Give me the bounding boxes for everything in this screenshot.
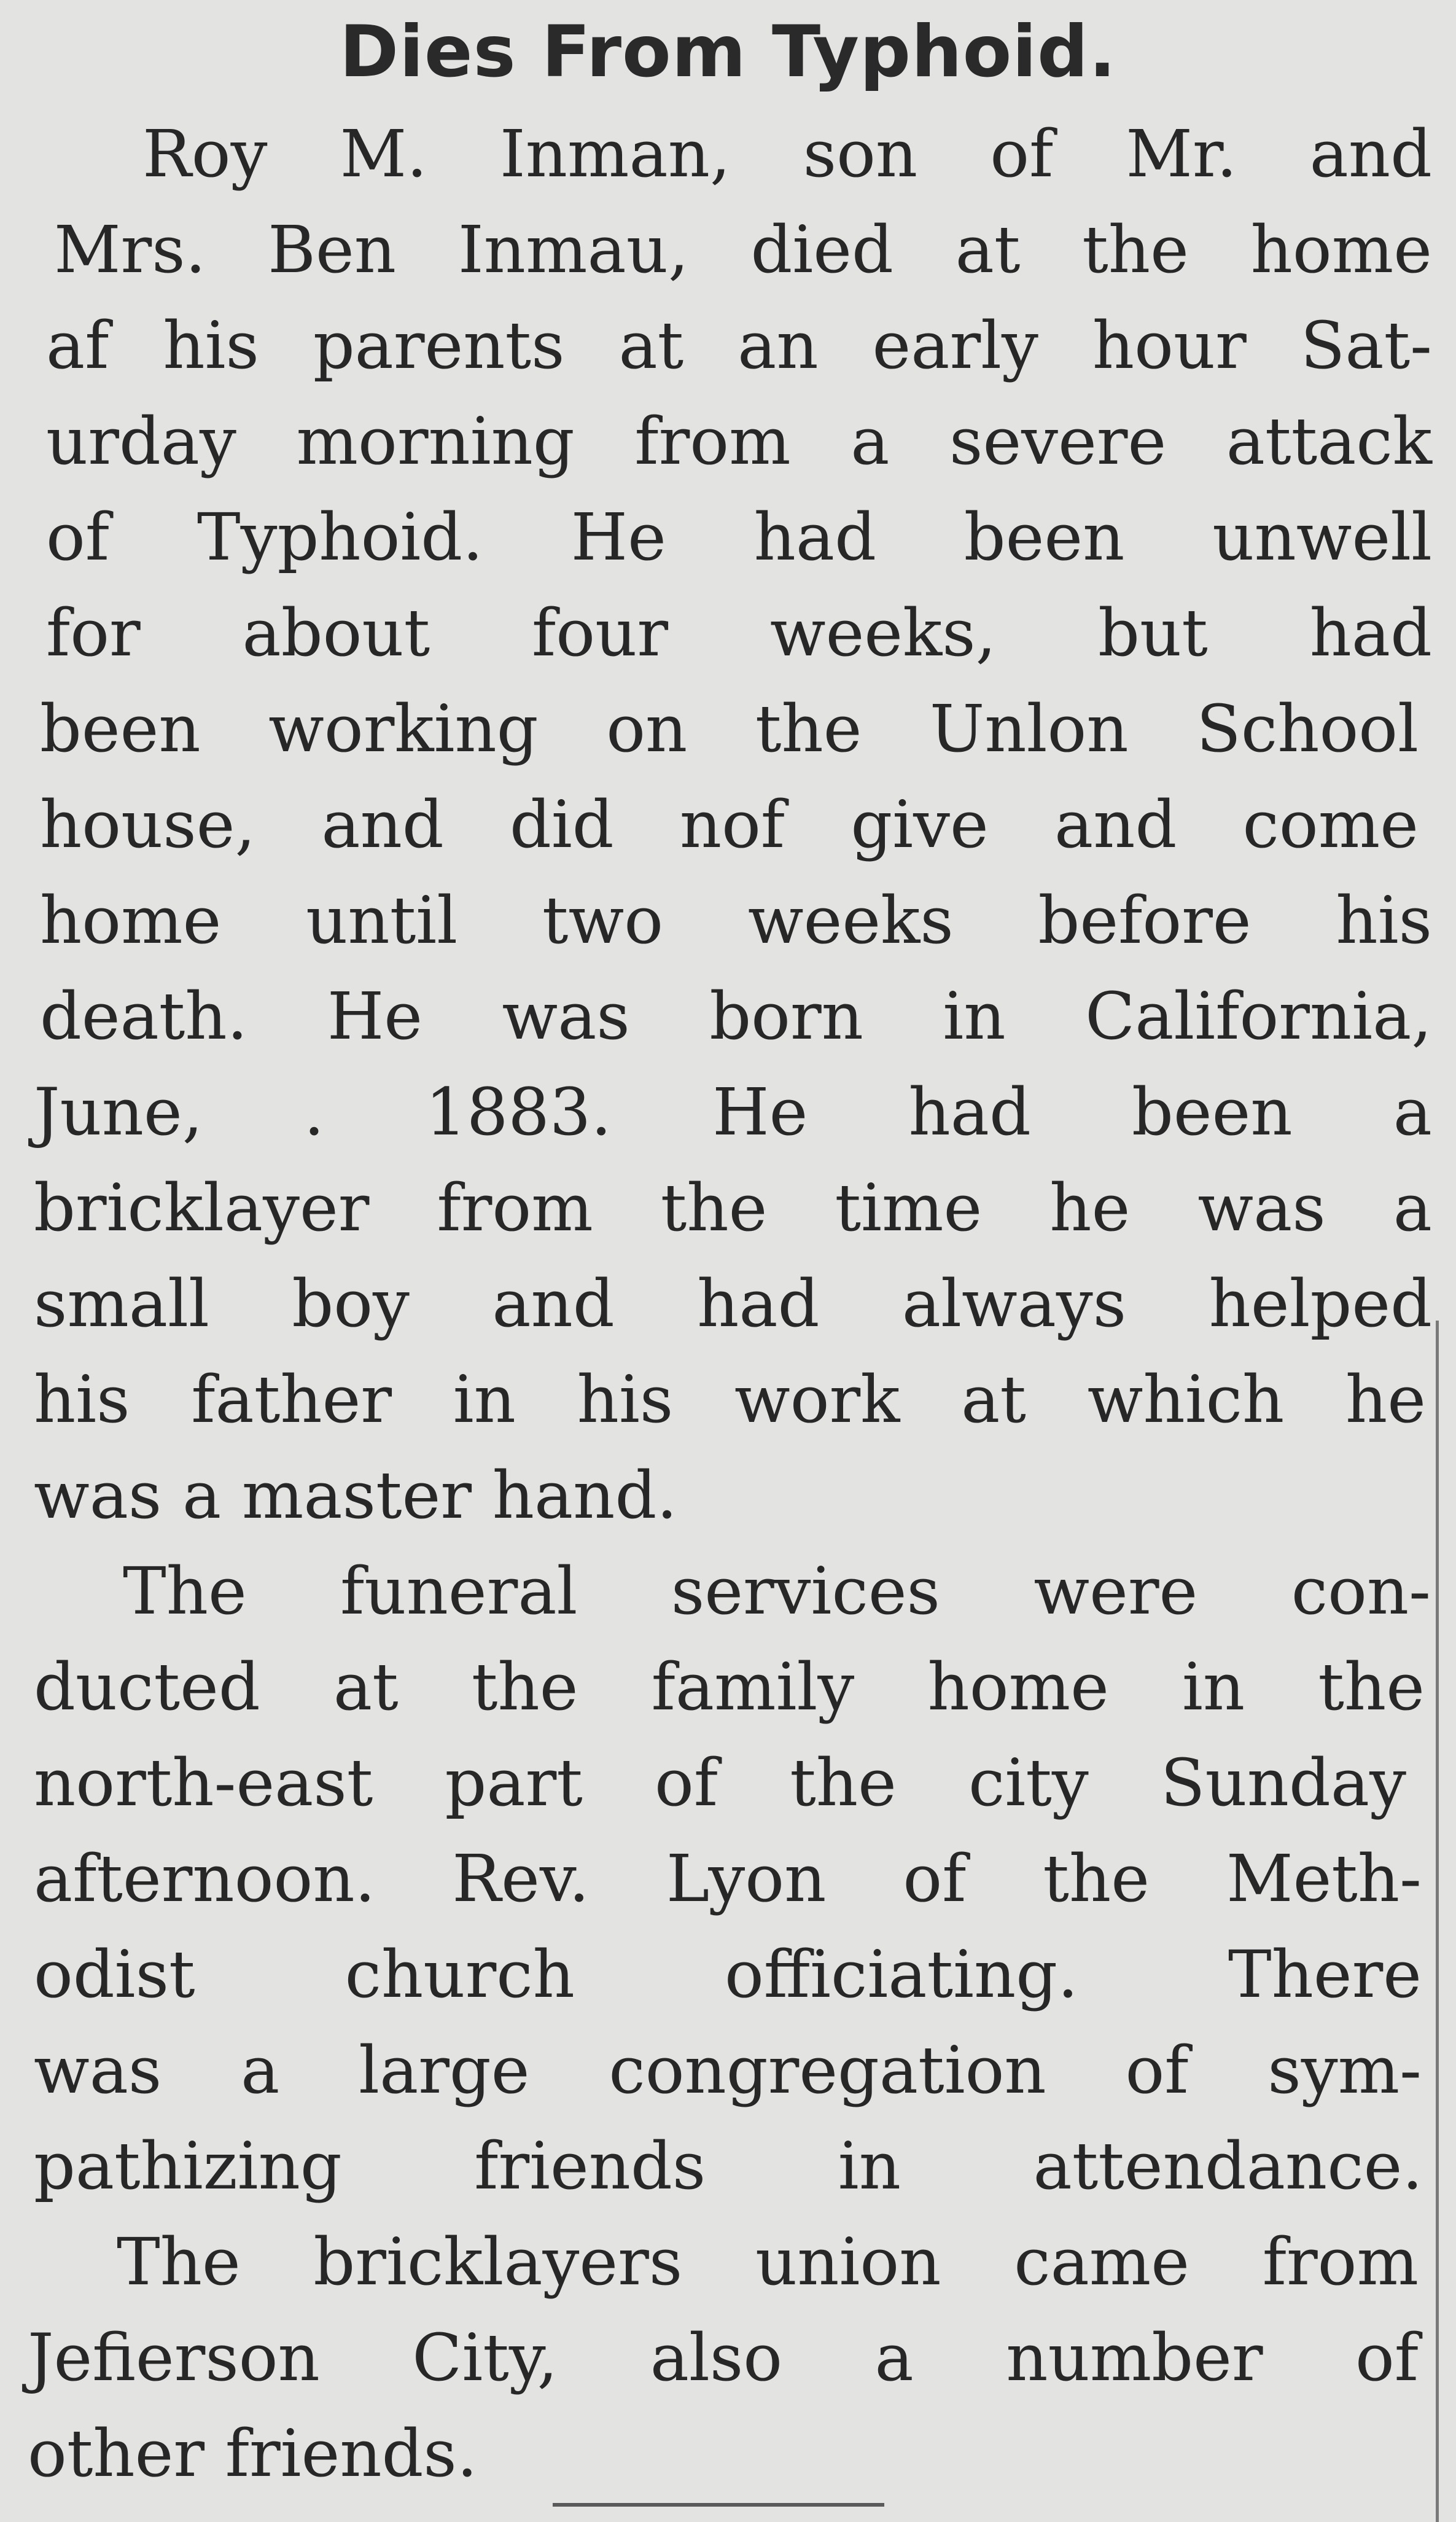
article-line: af his parents at an early hour Sat-: [46, 308, 1432, 383]
article-line: Roy M. Inman, son of Mr. and: [142, 116, 1432, 192]
article-line: was a large congregation of sym-: [34, 2032, 1422, 2108]
article-line: ducted at the family home in the: [34, 1649, 1425, 1725]
article-line: June, . 1883. He had been a: [34, 1074, 1432, 1150]
headline: Dies From Typhoid.: [339, 10, 1117, 93]
article-line: Jefierson City, also a number of: [28, 2320, 1419, 2395]
article-line: bricklayer from the time he was a: [34, 1170, 1432, 1246]
article-line: Mrs. Ben Inmau, died at the home: [54, 212, 1432, 287]
article-line: odist church officiating. There: [34, 1937, 1422, 2012]
article-line: home until two weeks before his: [40, 883, 1432, 958]
article-line: afternoon. Rev. Lyon of the Meth-: [34, 1841, 1422, 1916]
article-line: was a master hand.: [34, 1458, 677, 1533]
article-line: The funeral services were con-: [123, 1553, 1431, 1629]
article-line: small boy and had always helped: [34, 1266, 1432, 1341]
separator-rule: [553, 2503, 884, 2507]
article-line: urday morning from a severe attack: [46, 404, 1432, 479]
article-line: his father in his work at which he: [34, 1362, 1426, 1437]
article-line: pathizing friends in attendance.: [34, 2128, 1423, 2204]
article-line: of Typhoid. He had been unwell: [46, 499, 1432, 575]
article-line: other friends.: [28, 2416, 478, 2491]
article-line: house, and did nof give and come: [40, 787, 1419, 862]
article-line: been working on the Unlon School: [40, 691, 1419, 767]
article-line: The bricklayers union came from: [117, 2224, 1419, 2300]
article-line: death. He was born in California,: [40, 978, 1432, 1054]
column-edge-line: [1436, 1321, 1439, 2522]
article-line: for about four weeks, but had: [46, 595, 1432, 671]
article-line: north-east part of the city Sunday: [34, 1745, 1406, 1821]
